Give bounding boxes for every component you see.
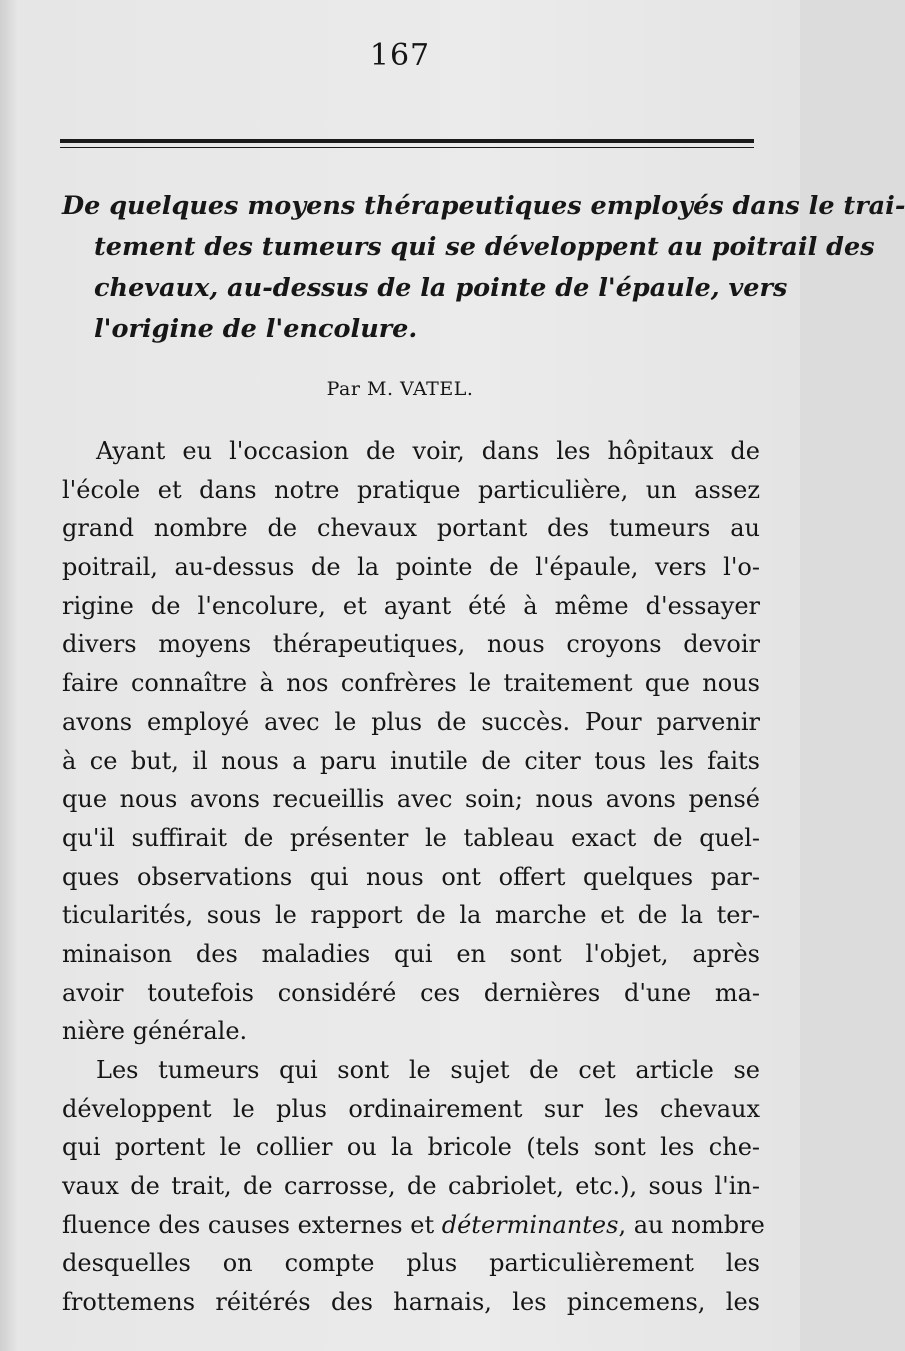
- text-line: ques observations qui nous ont offert quelques par-: [62, 862, 760, 891]
- text-line: rigine de l'encolure, et ayant été à même d'essayer: [62, 591, 760, 620]
- article-title: [62, 186, 905, 350]
- text-line: qu'il suffirait de présenter le tableau exact de quel-: [62, 823, 760, 852]
- title-line: chevaux, au-dessus de la pointe de l'épaule, vers: [94, 273, 788, 303]
- text-line: Les tumeurs qui sont le sujet de cet article se: [96, 1056, 760, 1084]
- title-line: tement des tumeurs qui se développent au poitrail des: [94, 232, 875, 262]
- text-line: avoir toutefois considéré ces dernières d'une ma-: [62, 978, 760, 1007]
- text-line: Ayant eu l'occasion de voir, dans les hôpitaux de: [96, 437, 760, 465]
- text-line: vaux de trait, de carrosse, de cabriolet, etc.), sous l'in-: [62, 1172, 760, 1201]
- text-line: à ce but, il nous a paru inutile de citer tous les faits: [62, 746, 760, 775]
- text-line: ticularités, sous le rapport de la marche et de la ter-: [62, 901, 760, 930]
- text-line: développent le plus ordinairement sur les chevaux: [62, 1094, 760, 1123]
- text-line: minaison des maladies qui en sont l'objet, après: [62, 939, 760, 968]
- header-rule-thin: [60, 147, 754, 148]
- text-line: avons employé avec le plus de succès. Pour parvenir: [62, 707, 760, 736]
- text-line: grand nombre de chevaux portant des tumeurs au: [62, 514, 760, 543]
- italic-term: déterminantes: [441, 1210, 619, 1239]
- text-line: faire connaître à nos confrères le traitement que nous: [62, 669, 760, 698]
- text-line: que nous avons recueillis avec soin; nous avons pensé: [62, 785, 760, 814]
- title-line: De quelques moyens thérapeutiques employés dans le trai-: [62, 191, 905, 221]
- text-line: qui portent le collier ou la bricole (tels sont les che-: [62, 1133, 760, 1162]
- text-segment: fluence des causes externes et: [62, 1210, 442, 1239]
- text-line: nière générale.: [62, 1017, 248, 1046]
- title-line: l'origine de l'encolure.: [94, 314, 418, 344]
- text-line: divers moyens thérapeutiques, nous croyons devoir: [62, 630, 760, 659]
- text-line: l'école et dans notre pratique particulière, un assez: [62, 475, 760, 504]
- text-line: desquelles on compte plus particulièrement les: [62, 1249, 760, 1278]
- text-line-mixed: [62, 1206, 765, 1245]
- text-line: frottemens réitérés des harnais, les pincemens, les: [62, 1288, 760, 1317]
- article-body: [62, 432, 765, 1322]
- text-line: poitrail, au-dessus de la pointe de l'épaule, vers l'o-: [62, 553, 760, 582]
- author-byline: Par M. VATEL.: [326, 378, 474, 400]
- text-segment: , au nombre: [618, 1210, 765, 1239]
- page-number: 167: [369, 38, 431, 73]
- header-rule-thick: [60, 139, 754, 143]
